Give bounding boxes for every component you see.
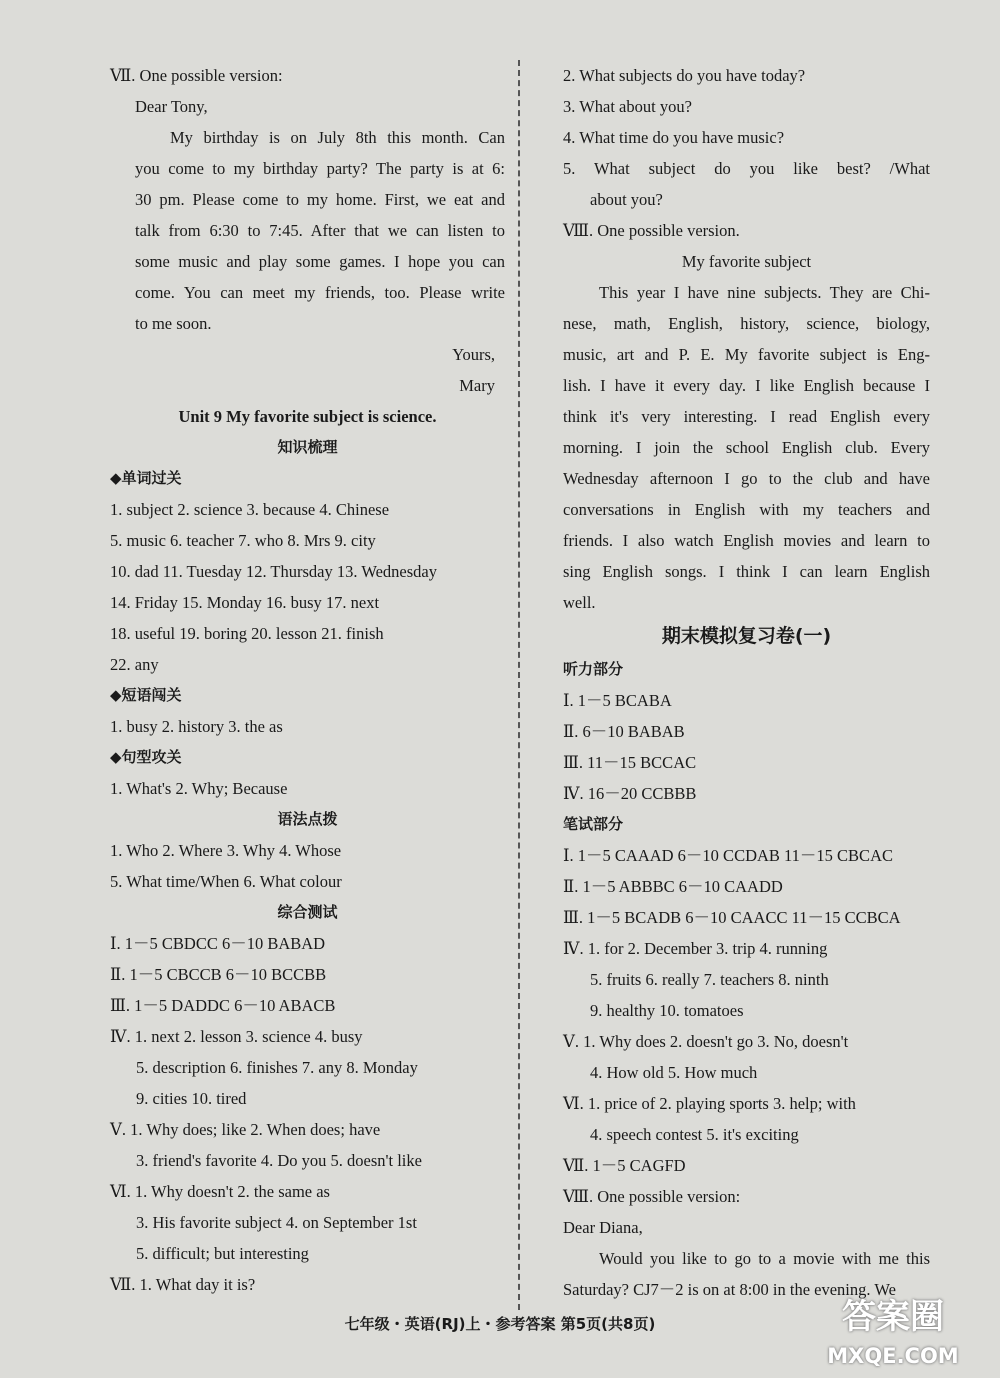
watermark-logo: 答案圈 — [842, 1297, 944, 1337]
answer-line: 5. description 6. finishes 7. any 8. Monday — [136, 1058, 418, 1077]
answer-line: 5. difficult; but interesting — [136, 1244, 309, 1263]
answer-line: about you? — [590, 190, 663, 209]
answer-line: 9. cities 10. tired — [136, 1089, 247, 1108]
letter-signature: Mary — [459, 376, 495, 395]
answer-line: Ⅳ. 1. for 2. December 3. trip 4. running — [563, 939, 828, 958]
answer-line: 1. busy 2. history 3. the as — [110, 717, 283, 736]
answer-line: 1. subject 2. science 3. because 4. Chinese — [110, 500, 390, 519]
exam-title: 期末模拟复习卷(一) — [661, 625, 832, 647]
letter-line: come. You can meet my friends, too. Please write — [135, 283, 505, 302]
answer-line: Ⅲ. 1－5 BCADB 6－10 CAACC 11－15 CCBCA — [563, 908, 901, 927]
answer-line: 3. What about you? — [563, 97, 692, 116]
answer-line: 5. What subject do you like best? /What — [563, 159, 930, 178]
viii-heading: Ⅷ. One possible version. — [563, 221, 740, 240]
left-column — [110, 60, 505, 1300]
answer-line: 22. any — [110, 655, 159, 674]
letter-closing: Yours, — [452, 345, 495, 364]
answer-line: Ⅶ. 1－5 CAGFD — [563, 1156, 686, 1175]
answer-line: Ⅲ. 11－15 BCCAC — [563, 753, 697, 772]
subsection-juxing: ◆句型攻关 — [110, 748, 182, 766]
answer-line: 5. music 6. teacher 7. who 8. Mrs 9. city — [110, 531, 376, 550]
essay-line: lish. I have it every day. I like English because I — [563, 376, 930, 395]
answer-line: Ⅲ. 1－5 DADDC 6－10 ABACB — [110, 996, 336, 1015]
answer-line: 14. Friday 15. Monday 16. busy 17. next — [110, 593, 380, 612]
letter-line: some music and play some games. I hope you can — [135, 252, 505, 271]
section-heading-yufa: 语法点拨 — [277, 810, 338, 828]
watermark-site: MXQE.COM — [827, 1344, 959, 1368]
answer-line: 3. His favorite subject 4. on September 1st — [136, 1213, 417, 1232]
essay-line: think it's very interesting. I read English every — [563, 407, 930, 426]
essay-line: conversations in English with my teachers and — [563, 500, 930, 519]
answer-line: 4. What time do you have music? — [563, 128, 785, 147]
answer-line: 18. useful 19. boring 20. lesson 21. finish — [110, 624, 384, 643]
letter-line: to me soon. — [135, 314, 212, 333]
page-footer: 七年级・英语(RJ)上・参考答案 第5页(共8页) — [344, 1315, 656, 1333]
letter-line: talk from 6:30 to 7:45. After that we can listen to — [135, 221, 505, 240]
subsection-tingli: 听力部分 — [563, 660, 624, 678]
subsection-bishi: 笔试部分 — [563, 815, 624, 833]
section-heading-zhishi: 知识梳理 — [277, 438, 338, 456]
letter-line: My birthday is on July 8th this month. Can — [170, 128, 505, 147]
essay-title: My favorite subject — [681, 252, 812, 271]
essay-line: well. — [563, 593, 596, 612]
vii-heading: Ⅶ. One possible version: — [110, 66, 283, 85]
column-divider — [518, 60, 520, 1310]
answer-line: 9. healthy 10. tomatoes — [590, 1001, 744, 1020]
watermark — [798, 1288, 988, 1368]
letter-line: Would you like to go to a movie with me this — [599, 1249, 930, 1268]
essay-line: music, art and P. E. My favorite subject is Eng- — [563, 345, 930, 364]
answer-line: Ⅳ. 1. next 2. lesson 3. science 4. busy — [110, 1027, 363, 1046]
answer-line: 5. fruits 6. really 7. teachers 8. ninth — [590, 970, 829, 989]
answer-line: 4. speech contest 5. it's exciting — [590, 1125, 799, 1144]
essay-line: sing English songs. I think I can learn English — [563, 562, 930, 581]
answer-line: 3. friend's favorite 4. Do you 5. doesn't like — [136, 1151, 422, 1170]
answer-line: Ⅱ. 1－5 ABBBC 6－10 CAADD — [563, 877, 783, 896]
answer-line: Ⅱ. 6－10 BABAB — [563, 722, 685, 741]
right-column — [563, 60, 930, 1305]
subsection-danci: ◆单词过关 — [110, 469, 182, 487]
letter-line: 30 pm. Please come to my home. First, we eat and — [135, 190, 505, 209]
answer-line: 5. What time/When 6. What colour — [110, 872, 342, 891]
unit-title: Unit 9 My favorite subject is science. — [178, 407, 437, 426]
answer-line: Ⅱ. 1－5 CBCCB 6－10 BCCBB — [110, 965, 327, 984]
answer-line: Ⅰ. 1－5 BCABA — [563, 691, 672, 710]
subsection-duanyu: ◆短语闯关 — [110, 686, 182, 704]
letter-line: Saturday? CJ7－2 is on at 8:00 in the evening. We — [563, 1280, 896, 1299]
answer-line: Ⅳ. 16－20 CCBBB — [563, 784, 697, 803]
answer-line: 4. How old 5. How much — [590, 1063, 758, 1082]
letter-greeting: Dear Diana, — [563, 1218, 643, 1237]
answer-line: Ⅶ. 1. What day it is? — [110, 1275, 256, 1294]
letter-greeting: Dear Tony, — [135, 97, 208, 116]
answer-line: Ⅵ. 1. price of 2. playing sports 3. help; with — [563, 1094, 856, 1113]
answer-line: Ⅵ. 1. Why doesn't 2. the same as — [110, 1182, 330, 1201]
answer-line: 1. What's 2. Why; Because — [110, 779, 288, 798]
answer-line: 10. dad 11. Tuesday 12. Thursday 13. Wednesday — [110, 562, 437, 581]
answer-line: Ⅴ. 1. Why does 2. doesn't go 3. No, doesn't — [563, 1032, 849, 1051]
essay-line: Wednesday afternoon I go to the club and have — [563, 469, 930, 488]
essay-line: friends. I also watch English movies and learn to — [563, 531, 930, 550]
letter-line: you come to my birthday party? The party is at 6: — [135, 159, 505, 178]
essay-line: This year I have nine subjects. They are Chi- — [599, 283, 930, 302]
answer-line: 1. Who 2. Where 3. Why 4. Whose — [110, 841, 342, 860]
answer-line: Ⅷ. One possible version: — [563, 1187, 741, 1206]
answer-line: Ⅰ. 1－5 CAAAD 6－10 CCDAB 11－15 CBCAC — [563, 846, 893, 865]
essay-line: nese, math, English, history, science, biology, — [563, 314, 930, 333]
section-heading-zonghe: 综合测试 — [277, 903, 338, 921]
answer-line: 2. What subjects do you have today? — [563, 66, 806, 85]
answer-line: Ⅰ. 1－5 CBDCC 6－10 BABAD — [110, 934, 326, 953]
answer-line: Ⅴ. 1. Why does; like 2. When does; have — [110, 1120, 381, 1139]
essay-line: morning. I join the school English club. Every — [563, 438, 930, 457]
